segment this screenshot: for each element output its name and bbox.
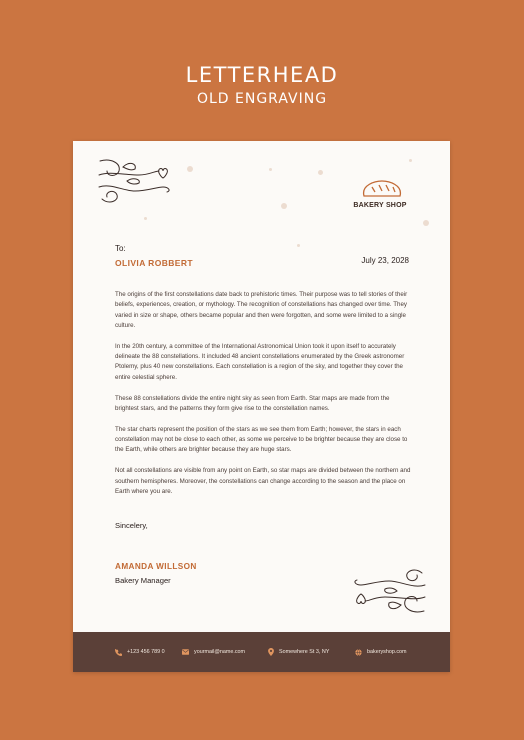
- decor-dot: [187, 166, 193, 172]
- signer-name: AMANDA WILLSON: [115, 562, 197, 571]
- decor-dot: [423, 220, 429, 226]
- footer-website[interactable]: [355, 647, 407, 657]
- mail-icon: [182, 649, 189, 655]
- signer-title: Bakery Manager: [115, 576, 171, 585]
- letterhead-sheet: [73, 141, 450, 672]
- recipient-name: OLIVIA ROBBERT: [115, 258, 194, 268]
- page-title: LETTERHEAD: [185, 63, 339, 87]
- decor-dot: [297, 244, 300, 247]
- footer-phone-text: +123 456 789 0: [127, 649, 165, 655]
- brand-name: BAKERY SHOP: [353, 202, 407, 209]
- closing-line: Sincelery,: [115, 521, 148, 530]
- footer-website-text: bakeryshop.com: [367, 649, 407, 655]
- footer-address[interactable]: [268, 647, 329, 657]
- location-pin-icon: [268, 648, 274, 656]
- letter-date: July 23, 2028: [361, 256, 409, 265]
- contact-footer: [73, 632, 450, 672]
- decor-dot: [144, 217, 147, 220]
- decor-dot: [281, 203, 287, 209]
- decor-dot: [318, 170, 323, 175]
- floral-flourish-icon: [97, 157, 177, 211]
- footer-email-text: yourmail@name.com: [194, 649, 246, 655]
- floral-flourish-icon: [347, 561, 427, 615]
- footer-phone[interactable]: [115, 647, 165, 657]
- paragraph: In the 20th century, a committee of the International Astronomical Union took it upon itself to accurately delineate the 88 constellations. It included 48 ancient constellations enumerated by the Greek astronomer Ptolemy, plus 40 new constellations. Each constellation is a region of the sky, and together they cover the entire celestial sphere.: [115, 342, 405, 381]
- letter-body: [115, 290, 411, 508]
- paragraph: The origins of the first constellations date back to prehistoric times. Their purpose was to tell stories of their beliefs, experiences, creation, or mythology. The recognition of constellations has changed over time. They varied in size or shape, others became popular and then were forgotten, and some were limited to a single culture.: [115, 291, 408, 329]
- page-subtitle: OLD ENGRAVING: [196, 91, 328, 107]
- decor-dot: [269, 168, 272, 171]
- globe-icon: [355, 649, 362, 656]
- phone-icon: [115, 649, 122, 656]
- paragraph: These 88 constellations divide the entire night sky as seen from Earth. Star maps are made from the brightest stars, and the patterns they form give rise to the constellation names.: [115, 394, 390, 412]
- decor-dot: [409, 159, 412, 162]
- footer-email[interactable]: [182, 647, 245, 657]
- footer-address-text: Somewhere St 3, NY: [279, 649, 330, 655]
- to-label: To:: [115, 244, 126, 253]
- bread-logo-icon: [353, 179, 411, 199]
- paragraph: Not all constellations are visible from any point on Earth, so star maps are divided between the northern and southern hemispheres. Moreover, the constellations can change according to the season and the place on Earth where you are.: [115, 467, 411, 495]
- paragraph: The star charts represent the position of the stars as we see them from Earth; however, the stars in each constellation may not be close to each other, as some we perceive to be brighter because they are close to the Earth, while others are brighter because they are huge stars.: [115, 425, 408, 454]
